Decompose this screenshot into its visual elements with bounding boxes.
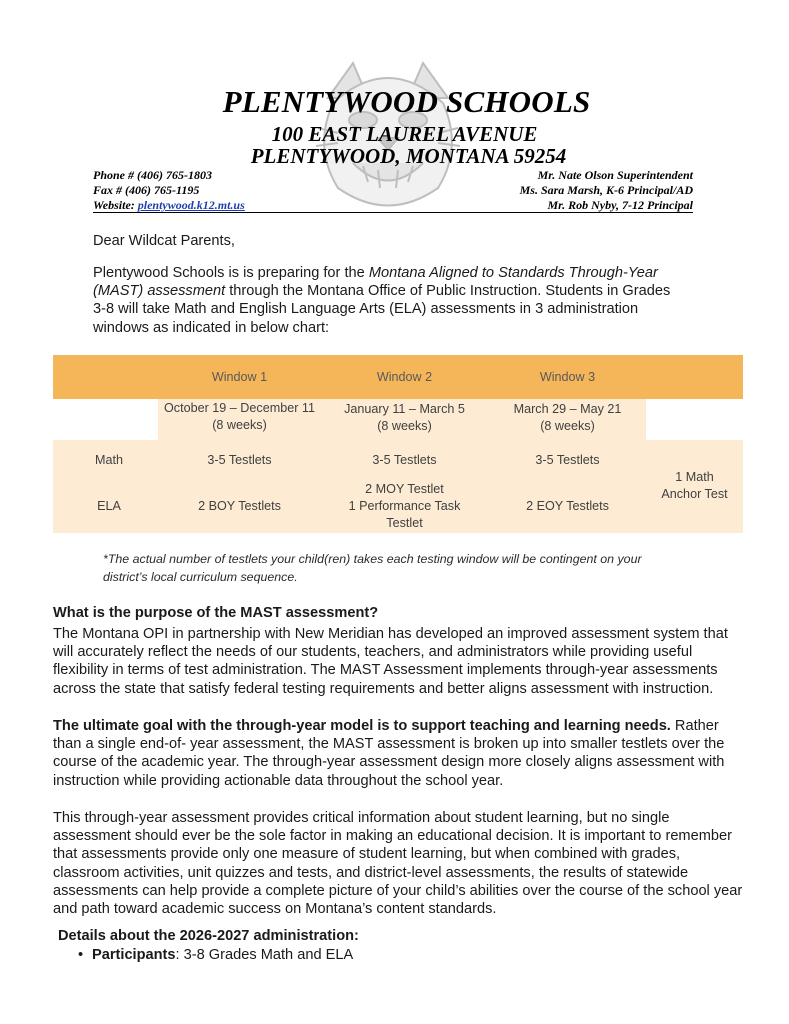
- window-3-dates: March 29 – May 21: [513, 402, 622, 416]
- details-heading: Details about the 2026-2027 administration:: [58, 928, 359, 944]
- window-2-weeks: (8 weeks): [377, 419, 432, 433]
- phone-number: Phone # (406) 765-1803: [93, 168, 212, 182]
- anchor-test-line-2: Anchor Test: [661, 487, 728, 501]
- window-2-dates: January 11 – March 5: [344, 402, 465, 416]
- purpose-paragraph: The Montana OPI in partnership with New Meridian has developed an improved assessment system that will accurately reflect the needs of our students, teachers, and administrators while providing useful flexibility in terms of test administration. The MAST Assessment implements through-year assessments across the state that satisfy federal testing requirements and better aligns assessment with instruction.: [53, 626, 728, 697]
- website-link[interactable]: plentywood.k12.mt.us: [137, 198, 245, 212]
- ela-row-label: ELA: [97, 499, 121, 513]
- participants-list-item: [78, 946, 353, 964]
- window-1-dates: October 19 – December 11: [164, 401, 315, 415]
- math-window-2: 3-5 Testlets: [372, 453, 437, 467]
- school-name: PLENTYWOOD SCHOOLS: [222, 84, 591, 119]
- bullet-icon: •: [78, 947, 84, 963]
- window-2-header: Window 2: [376, 370, 433, 384]
- ela-window-2-line-1: 2 MOY Testlet: [365, 482, 444, 496]
- goal-bold: The ultimate goal with the through-year model is to support teaching and learning needs.: [53, 718, 671, 734]
- principal-k6: Ms. Sara Marsh, K-6 Principal/AD: [519, 183, 693, 197]
- window-1-header: Window 1: [211, 370, 268, 384]
- anchor-test-line-1: 1 Math: [675, 470, 714, 484]
- ela-window-2-line-2: 1 Performance Task: [348, 499, 461, 513]
- greeting: Dear Wildcat Parents,: [93, 233, 235, 249]
- window-3-header: Window 3: [539, 370, 596, 384]
- math-row-label: Math: [95, 453, 123, 467]
- purpose-heading: What is the purpose of the MAST assessment?: [53, 605, 379, 621]
- intro-assessment-name: Montana Aligned to Standards Through-Year (MAST) assessment: [93, 265, 658, 300]
- website-label: Website:: [93, 198, 135, 212]
- testlet-footnote: *The actual number of testlets your child(ren) takes each testing window will be contingent on your district’s local curriculum sequence.: [103, 552, 642, 584]
- through-year-paragraph: This through-year assessment provides critical information about student learning, but no single assessment should ever be the sole factor in making an educational decision. It is important to remember that assessments provide only one measure of student learning, but when combined with grades, classroom activities, unit quizzes and tests, and district-level assessments, the results of statewide assessments can help provide a complete picture of your child’s abilities over the course of the school year and path toward academic success on Montana’s content standards.: [53, 810, 743, 918]
- ela-window-3: 2 EOY Testlets: [526, 499, 609, 513]
- participants-label: Participants: [92, 947, 176, 963]
- goal-rest: Rather than a single end-of- year assessment, the MAST assessment is broken up into smaller testlets over the course of the academic year. The through-year assessment design more closely aligns assessment with instruction while providing actionable data throughout the school year.: [53, 718, 725, 789]
- window-3-weeks: (8 weeks): [540, 419, 595, 433]
- intro-paragraph: [93, 264, 683, 337]
- intro-text-b: through the Montana Office of Public Instruction. Students in Grades 3-8 will take Math and English Language Arts (ELA) assessments in 3 administration windows as indicated in below chart:: [93, 283, 671, 336]
- math-window-3: 3-5 Testlets: [535, 453, 600, 467]
- address-city-state: PLENTYWOOD, MONTANA 59254: [250, 144, 567, 168]
- ela-window-1: 2 BOY Testlets: [198, 499, 281, 513]
- address-street: 100 EAST LAUREL AVENUE: [271, 122, 538, 146]
- website-line: [93, 198, 245, 213]
- letterhead-divider: [93, 212, 693, 213]
- principal-7-12: Mr. Rob Nyby, 7-12 Principal: [547, 198, 693, 212]
- ela-window-2-line-3: Testlet: [386, 516, 423, 530]
- window-1-weeks: (8 weeks): [212, 418, 267, 432]
- superintendent: Mr. Nate Olson Superintendent: [537, 168, 693, 182]
- fax-number: Fax # (406) 765-1195: [93, 183, 200, 197]
- goal-paragraph: [53, 717, 743, 790]
- intro-text-a: Plentywood Schools is is preparing for the: [93, 265, 369, 281]
- participants-value: : 3-8 Grades Math and ELA: [175, 947, 354, 963]
- testing-windows-table: [53, 355, 743, 533]
- math-window-1: 3-5 Testlets: [207, 453, 272, 467]
